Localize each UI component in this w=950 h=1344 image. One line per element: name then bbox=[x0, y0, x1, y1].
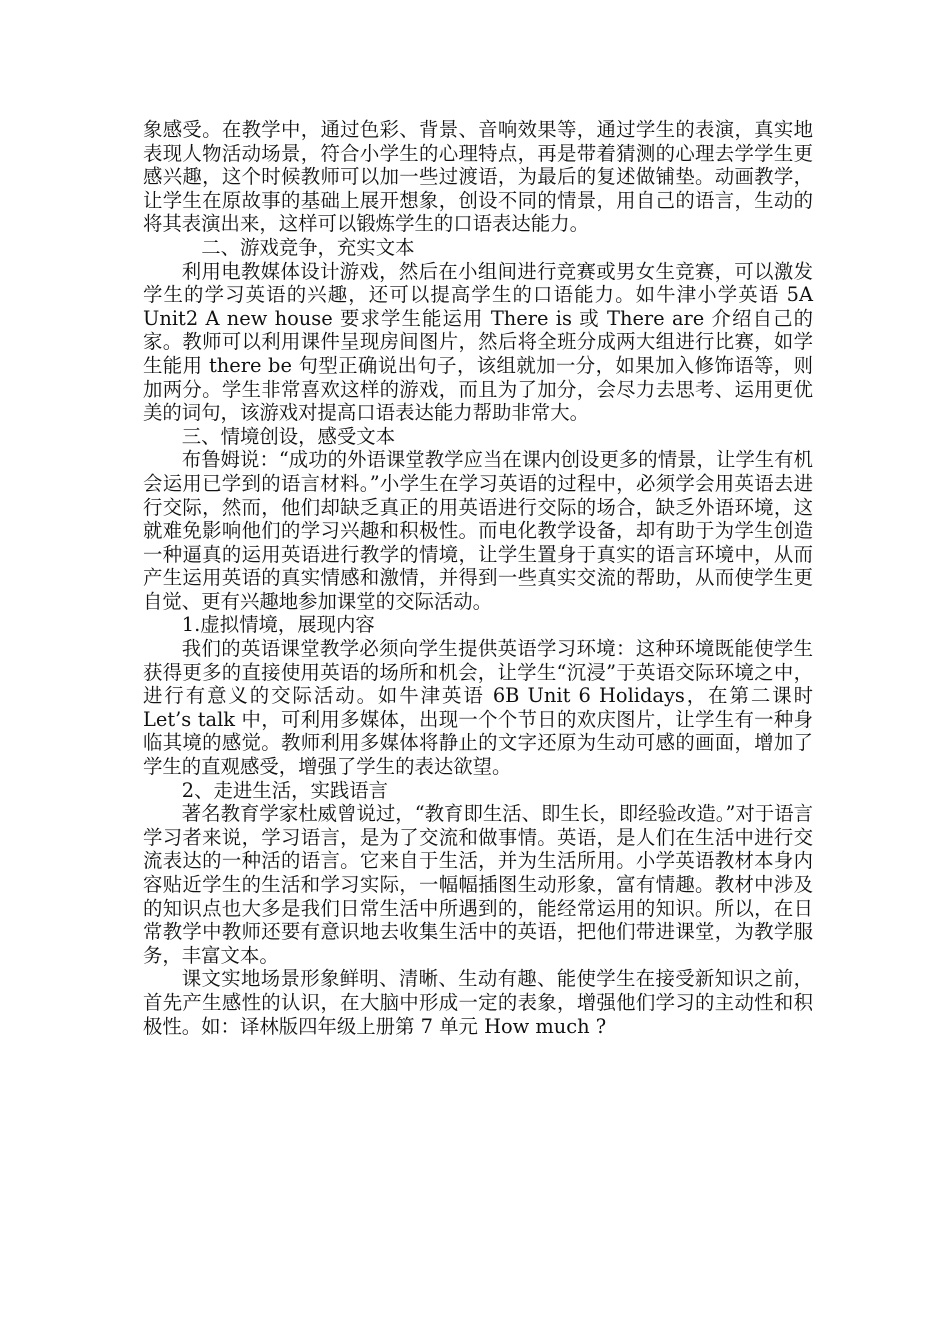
section-heading-games: 二、游戏竞争，充实文本 bbox=[201, 235, 415, 259]
section-heading-situations: 三、情境创设，感受文本 bbox=[181, 424, 396, 448]
paragraph-scenes: 课文实地场景形象鲜明、清晰、生动有趣、能使学生在接受新知识之前，首先产生感性的认识，在大脑中形成一定的表象，增强他们学习的主动性和积极性。如：译林版四年级上册第 7 单元 How much ? bbox=[143, 967, 813, 1038]
subsection-heading-virtual: 1.虚拟情境，展现内容 bbox=[181, 613, 375, 637]
document-page bbox=[143, 118, 813, 1038]
paragraph-life: 著名教育学家杜威曾说过，“教育即生活、即生长，即经验改造。”对于语言学习者来说，学习语言，是为了交流和做事情。英语，是人们在生活中进行交流表达的一种活的语言。它来自于生活，并为生活所用。小学英语教材本身内容贴近学生的生活和学习实际，一幅幅插图生动形象，富有情趣。教材中涉及的知识点也大多是我们日常生活中所遇到的，能经常运用的知识。所以，在日常教学中教师还要有意识地去收集生活中的英语，把他们带进课堂，为教学服务，丰富文本。 bbox=[143, 802, 813, 967]
subsection-heading-life: 2、走进生活，实践语言 bbox=[181, 778, 389, 802]
paragraph-situations: 布鲁姆说：“成功的外语课堂教学应当在课内创设更多的情景，让学生有机会运用已学到的语言材料。”小学生在学习英语的过程中，必须学会用英语去进行交际，然而，他们却缺乏真正的用英语进行交际的场合，缺乏外语环境，这就难免影响他们的学习兴趣和积极性。而电化教学设备，却有助于为学生创造一种逼真的运用英语进行教学的情境，让学生置身于真实的语言环境中，从而产生运用英语的真实情感和激情，并得到一些真实交流的帮助，从而使学生更自觉、更有兴趣地参加课堂的交际活动。 bbox=[143, 448, 813, 613]
paragraph-intro-continuation: 象感受。在教学中，通过色彩、背景、音响效果等，通过学生的表演，真实地表现人物活动场景，符合小学生的心理特点，再是带着猜测的心理去学学生更感兴趣，这个时候教师可以加一些过渡语，为最后的复述做铺垫。动画教学，让学生在原故事的基础上展开想象，创设不同的情景，用自己的语言，生动的将其表演出来，这样可以锻炼学生的口语表达能力。 bbox=[143, 118, 813, 236]
paragraph-virtual: 我们的英语课堂教学必须向学生提供英语学习环境：这种环境既能使学生获得更多的直接使用英语的场所和机会，让学生“沉浸”于英语交际环境之中，进行有意义的交际活动。如牛津英语 6B Unit 6 Holidays，在第二课时 Let’s talk 中，可利用多媒体，出现一个个节日的欢庆图片，让学生有一种身临其境的感觉。教师利用多媒体将静止的文字还原为生动可感的画面，增加了学生的直观感受，增强了学生的表达欲望。 bbox=[143, 637, 813, 779]
paragraph-games: 利用电教媒体设计游戏，然后在小组间进行竞赛或男女生竞赛，可以激发学生的学习英语的兴趣，还可以提高学生的口语能力。如牛津小学英语 5A Unit2 A new house 要求学生能运用 There is 或 There are 介绍自己的家。教师可以利用课件呈现房间图片，然后将全班分成两大组进行比赛，如学生能用 there be 句型正确说出句子，该组就加一分，如果加入修饰语等，则加两分。学生非常喜欢这样的游戏，而且为了加分，会尽力去思考、运用更优美的词句，该游戏对提高口语表达能力帮助非常大。 bbox=[143, 259, 813, 425]
